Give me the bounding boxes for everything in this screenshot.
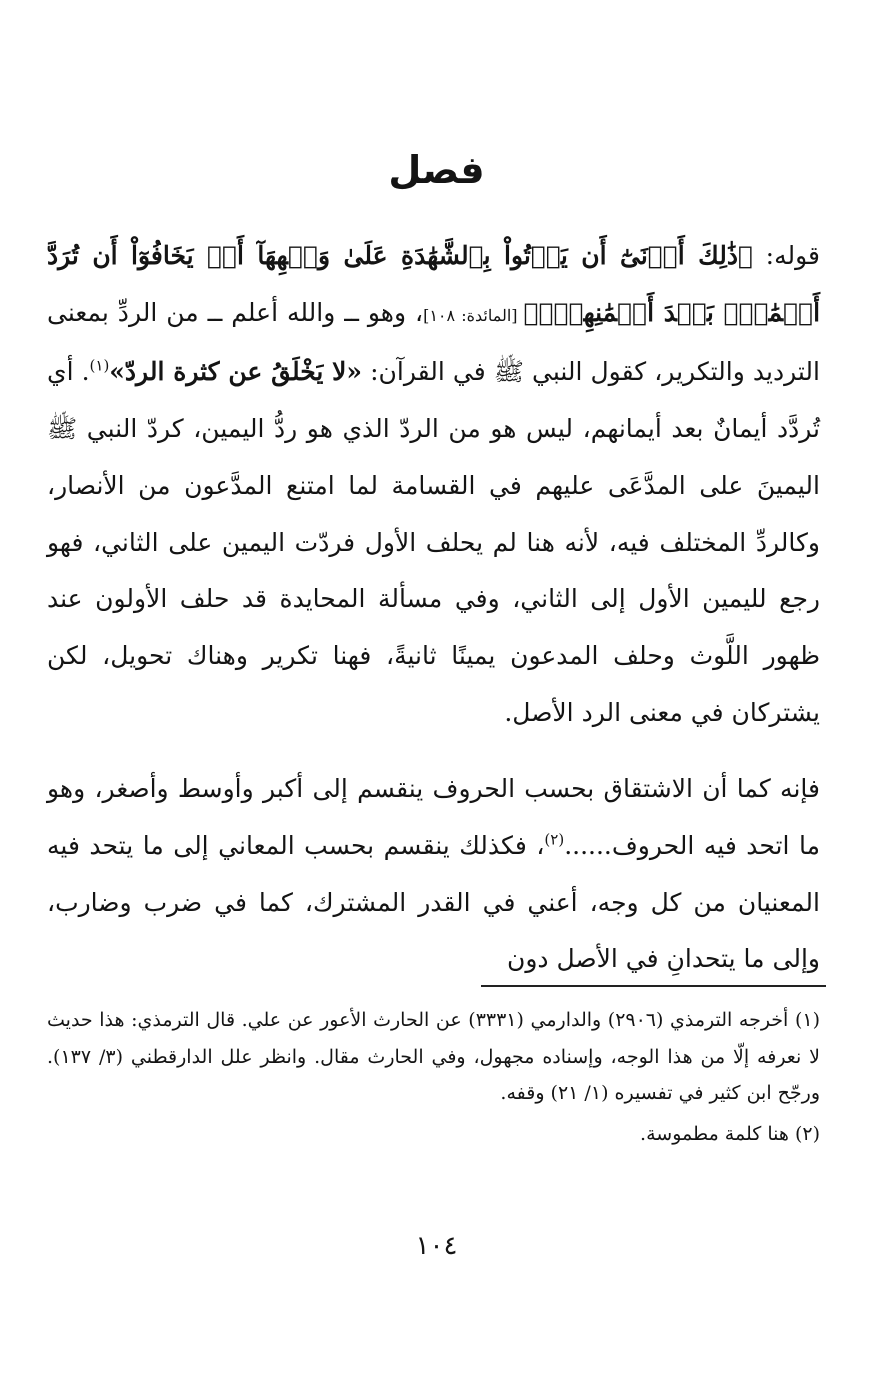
footnote-text: هنا كلمة مطموسة.	[640, 1122, 789, 1145]
footnote-1	[47, 1002, 820, 1112]
footnote-number: (٢)	[794, 1122, 820, 1145]
paragraph-intro: قوله:	[753, 241, 820, 270]
footnote-2	[47, 1116, 820, 1153]
page-number: ١٠٤	[415, 1231, 458, 1261]
footnote-marker-2[interactable]: (٢)	[544, 830, 565, 849]
footnote-number: (١)	[794, 1009, 820, 1031]
paragraph-text: ، وهو ــ والله أعلم ــ من الردِّ بمعنى الترديد والتكرير، كقول النبي ﷺ في القرآن:	[47, 297, 820, 387]
paragraph-text: . أي تُردَّد أيمانٌ بعد أيمانهم، ليس هو من الردّ الذي هو ردُّ اليمين، كردّ النبي ﷺ اليمينَ على المدَّعَى عليهم في القسامة لما امتنع المدَّعون من الأنصار، وكالردِّ المختلف فيه، لأنه هنا لم يحلف الأول فردّت اليمين على الثاني، فهو رجع لليمين الأول إلى الثاني، وفي مسألة المحايدة قد حلف الأولون عند ظهور اللَّوث وحلف المدعون يمينًا ثانيةً، فهنا تكرير وهناك تحويل، لكن يشتركان في معنى الرد الأصل.	[47, 357, 820, 727]
section-heading: فصل	[388, 148, 485, 192]
ellipsis-dots: ......	[564, 831, 612, 861]
footnote-separator	[481, 985, 826, 987]
paragraph-1	[47, 228, 820, 741]
footnote-text: أخرجه الترمذي (٢٩٠٦) والدارمي (٣٣٣١) عن الحارث الأعور عن علي. قال الترمذي: هذا حديث لا نعرفه إلّا من هذا الوجه، وإسناده مجهول، وفي الحارث مقال. وانظر علل الدارقطني (٣/ ١٣٧). ورجّح ابن كثير في تفسيره (١/ ٢١) وقفه.	[47, 1009, 820, 1104]
hadith-quote: «لا يَخْلَقُ عن كثرة الردّ»	[109, 357, 363, 387]
verse-reference: [المائدة: ١٠٨]	[423, 305, 524, 325]
main-text	[47, 228, 820, 988]
footnote-marker-1[interactable]: (١)	[89, 357, 110, 376]
paragraph-2	[47, 761, 820, 988]
paragraph-text: ، فكذلك ينقسم بحسب المعاني إلى ما يتحد فيه المعنيان من كل وجه، أعني في القدر المشترك، كما في ضرب وضارب، وإلى ما يتحدانِ في الأصل دون	[47, 831, 820, 974]
quran-verse: ﴿ذَٰلِكَ أَدۡنَىٰٓ أَن يَأۡتُواْ بِٱلشَّهَٰدَةِ عَلَىٰ وَجۡهِهَآ أَوۡ يَخَافُوٓاْ أَن تُرَدَّ أَيۡمَٰنُۢ بَعۡدَ أَيۡمَٰنِهِمۡۗ﴾	[47, 241, 821, 327]
footnotes	[47, 1002, 820, 1152]
paragraph-text: فإنه كما أن الاشتقاق بحسب الحروف ينقسم إلى أكبر وأوسط وأصغر، وهو ما اتحد فيه الحروف	[47, 774, 820, 861]
